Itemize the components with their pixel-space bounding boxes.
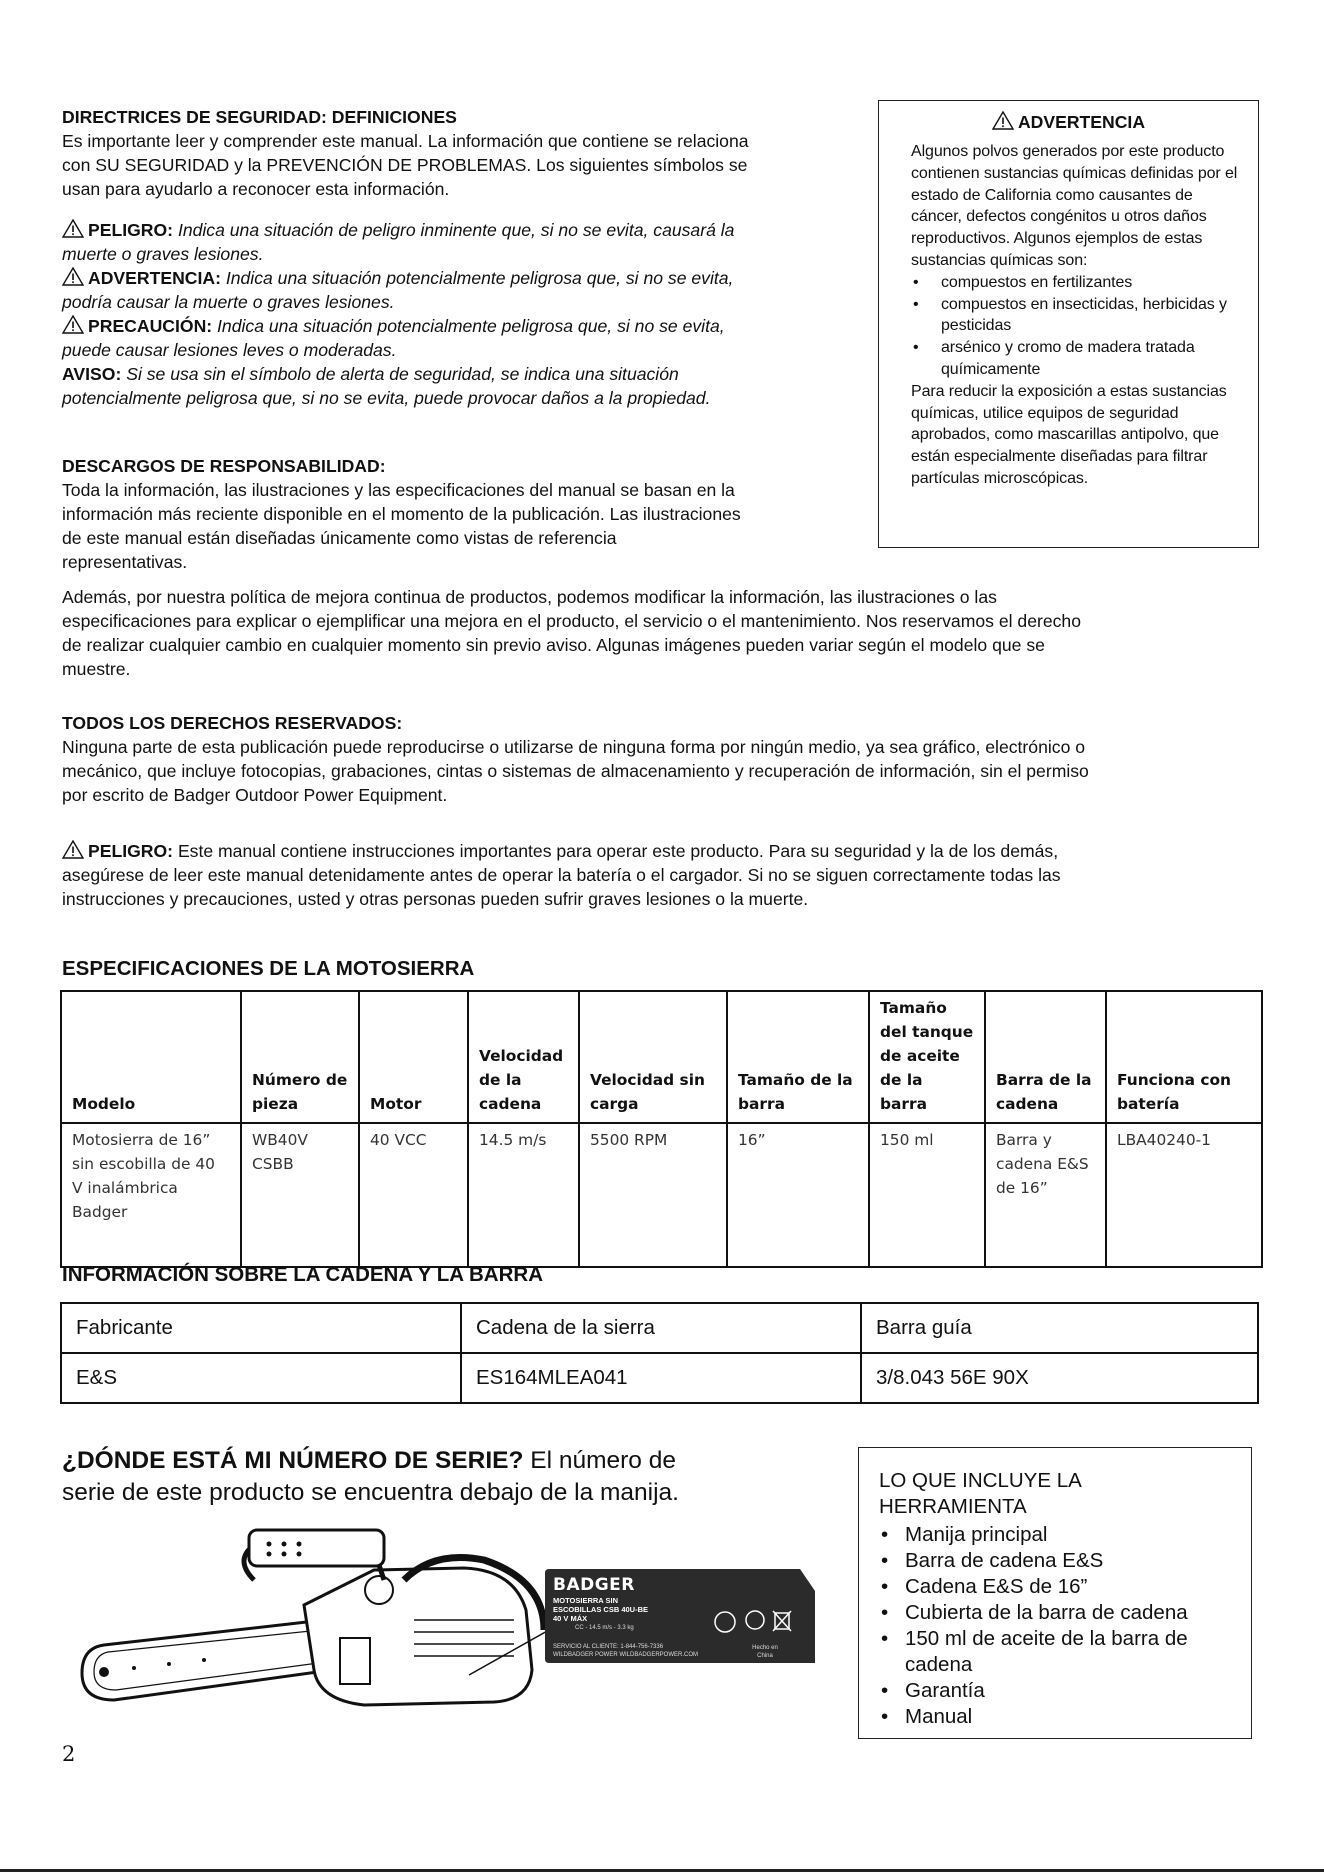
list-item: • Cadena E&S de 16” <box>879 1574 1251 1600</box>
chain-info-heading: INFORMACIÓN SOBRE LA CADENA Y LA BARRA <box>62 1263 543 1286</box>
serial-answer: serie de este producto se encuentra debajo de la manija. <box>62 1479 679 1506</box>
precaucion-text-cont: puede causar lesiones leves o moderadas. <box>62 340 397 360</box>
serial-answer: El número de <box>530 1447 676 1474</box>
list-item: • Garantía <box>879 1678 1251 1704</box>
rights-heading: TODOS LOS DERECHOS RESERVADOS: <box>62 713 403 733</box>
column-header: Barra guía <box>861 1303 1258 1353</box>
table-cell: Barra y cadena E&S de 16” <box>985 1123 1106 1267</box>
table-cell: E&S <box>61 1353 461 1403</box>
advertencia-label: ADVERTENCIA: <box>88 268 221 288</box>
column-header: Número de pieza <box>241 991 359 1123</box>
column-header: Velocidad de la cadena <box>468 991 579 1123</box>
danger-text: Este manual contiene instrucciones importantes para operar este producto. Para su seguridad y la de los demás, <box>177 841 1059 861</box>
peligro-text-cont: muerte o graves lesiones. <box>62 244 264 264</box>
label-line: SERVICIO AL CLIENTE: 1-844-756-7336 <box>553 1644 664 1650</box>
safety-intro-3: usan para ayudarlo a reconocer esta información. <box>62 179 450 199</box>
warning-triangle-icon <box>62 267 84 286</box>
warning-triangle-icon <box>62 840 84 859</box>
warning-box-outro: Para reducir la exposición a estas sustancias químicas, utilice equipos de seguridad aprobados, como mascarillas antipolvo, que están especialmente diseñadas para filtrar partículas microscópicas. <box>911 382 1227 487</box>
column-header: Motor <box>359 991 468 1123</box>
paragraph-line: Además, por nuestra política de mejora continua de productos, podemos modificar la información, las ilustraciones o las <box>62 587 997 607</box>
paragraph-line: mecánico, que incluye fotocopias, grabaciones, cintas o sistemas de almacenamiento y recuperación de información, sin el permiso <box>62 761 1089 781</box>
warning-triangle-icon <box>62 219 84 238</box>
table-cell: 3/8.043 56E 90X <box>861 1353 1258 1403</box>
danger-notice <box>62 839 1282 911</box>
table-row <box>61 1353 1258 1403</box>
warning-triangle-icon <box>992 111 1014 130</box>
aviso-text-cont: potencialmente peligrosa que, si no se evita, puede provocar daños a la propiedad. <box>62 388 711 408</box>
safety-intro-2: con SU SEGURIDAD y la PREVENCIÓN DE PROBLEMAS. Los siguientes símbolos se <box>62 155 748 175</box>
table-cell: 16” <box>727 1123 869 1267</box>
column-header: Tamaño de la barra <box>727 991 869 1123</box>
label-line: Hecho en China <box>752 1645 778 1659</box>
included-items-box <box>858 1447 1252 1739</box>
list-item: • Manual <box>879 1704 1251 1730</box>
disclaimers-line: información más reciente disponible en el momento de la publicación. Las ilustraciones <box>62 504 741 524</box>
label-line: CC - 14.5 m/s - 3.3 kg <box>575 1625 634 1631</box>
page-number: 2 <box>62 1742 76 1766</box>
disclaimers-line: representativas. <box>62 552 188 572</box>
advertencia-text: Indica una situación potencialmente peligrosa que, si no se evita, <box>225 268 734 288</box>
column-header: Funciona con batería <box>1106 991 1262 1123</box>
paragraph-line: especificaciones para explicar o ejemplificar una mejora en el producto, el servicio o el mantenimiento. Nos reservamos el derecho <box>62 611 1081 631</box>
includes-title: LO QUE INCLUYE LA <box>879 1469 1082 1492</box>
column-header: Cadena de la sierra <box>461 1303 861 1353</box>
serial-number-note <box>62 1445 782 1509</box>
table-cell: WB40V CSBB <box>241 1123 359 1267</box>
danger-text: asegúrese de leer este manual detenidamente antes de operar la batería o el cargador. Si no se siguen correctamente todas las <box>62 865 1061 885</box>
paragraph-line: muestre. <box>62 659 131 679</box>
list-item: • compuestos en insecticidas, herbicidas y pesticidas <box>911 294 1241 338</box>
aviso-text: Si se usa sin el símbolo de alerta de seguridad, se indica una situación <box>126 364 679 384</box>
table-header-row <box>61 991 1262 1123</box>
list-item: • arsénico y cromo de madera tratada químicamente <box>911 337 1241 381</box>
specs-table <box>60 990 1263 1268</box>
column-header: Tamaño del tanque de aceite de la barra <box>869 991 985 1123</box>
california-warning-box <box>878 100 1259 548</box>
label-line: 40 V MÁX <box>553 1614 588 1623</box>
paragraph-line: de realizar cualquier cambio en cualquier momento sin previo aviso. Algunas imágenes pueden variar según el modelo que se <box>62 635 1045 655</box>
disclaimers-line: Toda la información, las ilustraciones y las especificaciones del manual se basan en la <box>62 480 735 500</box>
column-header: Modelo <box>61 991 241 1123</box>
table-cell: 150 ml <box>869 1123 985 1267</box>
specs-heading: ESPECIFICACIONES DE LA MOTOSIERRA <box>62 957 475 980</box>
warning-box-list <box>911 272 1241 381</box>
serial-question: ¿DÓNDE ESTÁ MI NÚMERO DE SERIE? <box>62 1447 524 1474</box>
disclaimers-heading: DESCARGOS DE RESPONSABILIDAD: <box>62 456 386 476</box>
warning-triangle-icon <box>62 315 84 334</box>
aviso-label: AVISO: <box>62 364 122 384</box>
list-item: • Barra de cadena E&S <box>879 1548 1251 1574</box>
label-line: MOTOSIERRA SIN <box>553 1596 619 1605</box>
paragraph-line: por escrito de Badger Outdoor Power Equipment. <box>62 785 448 805</box>
precaucion-label: PRECAUCIÓN: <box>88 316 213 336</box>
includes-list <box>879 1522 1251 1730</box>
precaucion-text: Indica una situación potencialmente peligrosa que, si no se evita, <box>217 316 725 336</box>
table-cell: 40 VCC <box>359 1123 468 1267</box>
label-line: ESCOBILLAS CSB 40U-BE <box>553 1605 649 1614</box>
definitions <box>62 218 882 410</box>
label-line: WILDBADGER POWER WILDBADGERPOWER.COM <box>553 1652 699 1658</box>
danger-label: PELIGRO: <box>88 841 174 861</box>
list-item: • 150 ml de aceite de la barra de cadena <box>879 1626 1251 1678</box>
table-cell: 14.5 m/s <box>468 1123 579 1267</box>
improvement-paragraph <box>62 585 1272 681</box>
column-header: Velocidad sin carga <box>579 991 727 1123</box>
disclaimers-line: de este manual están diseñadas únicamente como vistas de referencia <box>62 528 617 548</box>
product-label-plate <box>545 1569 815 1663</box>
advertencia-text-cont: podría causar la muerte o graves lesiones. <box>62 292 395 312</box>
rights-section <box>62 711 1282 807</box>
peligro-text: Indica una situación de peligro inminente que, si no se evita, causará la <box>177 220 735 240</box>
table-cell: 5500 RPM <box>579 1123 727 1267</box>
paragraph-line: Ninguna parte de esta publicación puede reproducirse o utilizarse de ninguna forma por ningún medio, ya sea gráfico, electrónico o <box>62 737 1086 757</box>
certification-icons <box>713 1607 808 1637</box>
danger-text: instrucciones y precauciones, usted y otras personas pueden sufrir graves lesiones o la muerte. <box>62 889 809 909</box>
table-cell: LBA40240-1 <box>1106 1123 1262 1267</box>
warning-box-intro: Algunos polvos generados por este producto contienen sustancias químicas definidas por el estado de California como causantes de cáncer, defectos congénitos u otros daños reproductivos. Algunos ejemplos de estas sustancias químicas son: <box>911 143 1238 269</box>
peligro-label: PELIGRO: <box>88 220 174 240</box>
safety-heading: DIRECTRICES DE SEGURIDAD: DEFINICIONES <box>62 107 457 127</box>
column-header: Fabricante <box>61 1303 461 1353</box>
table-cell: Motosierra de 16” sin escobilla de 40 V inalámbrica Badger <box>61 1123 241 1267</box>
column-header: Barra de la cadena <box>985 991 1106 1123</box>
disclaimers-section <box>62 454 882 574</box>
label-brand: BADGER <box>553 1575 635 1595</box>
table-row <box>61 1123 1262 1267</box>
warning-box-title: ADVERTENCIA <box>879 111 1258 133</box>
table-cell: ES164MLEA041 <box>461 1353 861 1403</box>
safety-section <box>62 105 872 201</box>
includes-title: HERRAMIENTA <box>879 1495 1027 1518</box>
list-item: • compuestos en fertilizantes <box>911 272 1241 294</box>
safety-intro-1: Es importante leer y comprender este manual. La información que contiene se relaciona <box>62 131 749 151</box>
table-header-row <box>61 1303 1258 1353</box>
list-item: • Manija principal <box>879 1522 1251 1548</box>
chain-info-table <box>60 1302 1259 1404</box>
list-item: • Cubierta de la barra de cadena <box>879 1600 1251 1626</box>
chainsaw-illustration <box>74 1520 574 1720</box>
